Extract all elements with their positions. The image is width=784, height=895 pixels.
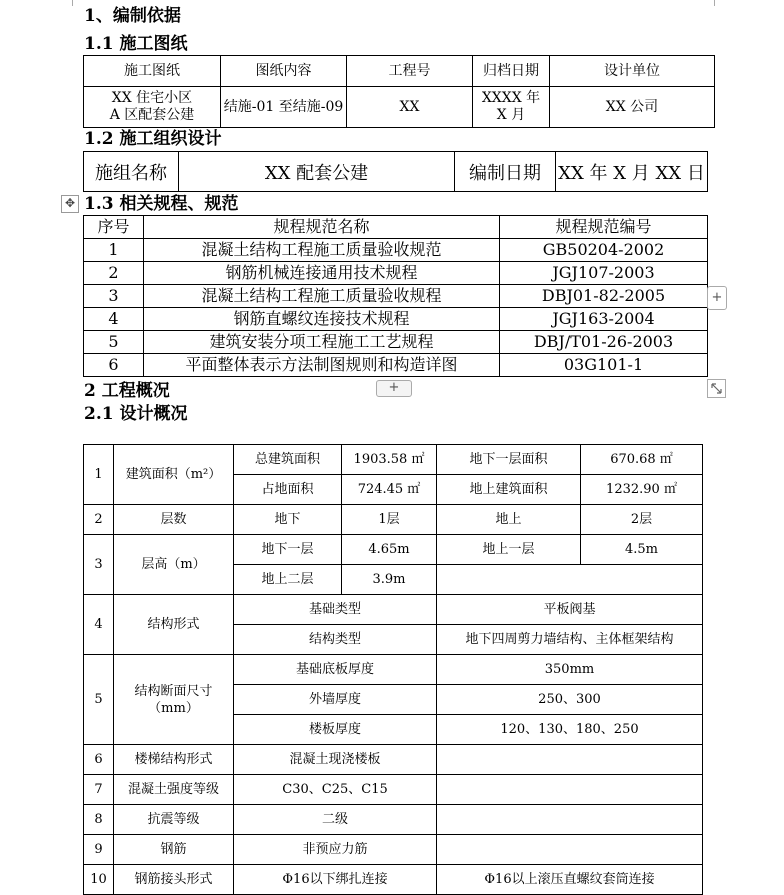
table-row <box>84 354 708 377</box>
page-corner-left <box>60 0 73 6</box>
table-cell: 2层 <box>581 505 703 535</box>
col-header: 工程号 <box>347 56 473 87</box>
table-cell: 混凝土结构工程施工质量验收规程 <box>144 285 500 308</box>
col-header: 施工图纸 <box>84 56 221 87</box>
table-cell: 地下一层面积 <box>437 445 581 475</box>
row-number: 10 <box>84 865 114 895</box>
empty-cell <box>437 565 703 595</box>
col-header: 设计单位 <box>550 56 715 87</box>
table-cell: 3 <box>84 285 144 308</box>
col-header: 图纸内容 <box>221 56 347 87</box>
table-cell: 1232.90 ㎡ <box>581 475 703 505</box>
table-cell: JGJ107-2003 <box>500 262 708 285</box>
table-cell: XX 住宅小区 A 区配套公建 <box>84 87 221 128</box>
table-cell: 724.45 ㎡ <box>342 475 437 505</box>
table-cell: 地上建筑面积 <box>437 475 581 505</box>
table-cell: 4 <box>84 308 144 331</box>
col-header: 序号 <box>84 216 144 239</box>
empty-cell <box>437 835 703 865</box>
table-cell: 钢筋机械连接通用技术规程 <box>144 262 500 285</box>
heading-drawings: 1.1 施工图纸 <box>84 34 188 54</box>
col-header: 规程规范编号 <box>500 216 708 239</box>
table-cell: DBJ01-82-2005 <box>500 285 708 308</box>
heading-overview: 2 工程概况 <box>84 381 170 401</box>
table-cell: 混凝土结构工程施工质量验收规范 <box>144 239 500 262</box>
table-cell: GB50204-2002 <box>500 239 708 262</box>
codes-table <box>83 215 708 377</box>
move-icon[interactable]: ✥ <box>61 195 79 213</box>
table-cell: 平面整体表示方法制图规则和构造详图 <box>144 354 500 377</box>
row-number: 3 <box>84 535 114 595</box>
row-label: 层数 <box>114 505 234 535</box>
table-cell: XX 公司 <box>550 87 715 128</box>
table-resize-handle[interactable] <box>707 379 726 398</box>
table-cell: 结施-01 至结施-09 <box>221 87 347 128</box>
table-cell: 地下一层 <box>234 535 342 565</box>
table-cell: 钢筋直螺纹连接技术规程 <box>144 308 500 331</box>
org-design-table <box>83 151 708 192</box>
row-label: 钢筋接头形式 <box>114 865 234 895</box>
table-cell: 基础类型 <box>234 595 437 625</box>
table-cell: 6 <box>84 354 144 377</box>
drawings-table <box>83 55 715 128</box>
empty-cell <box>437 775 703 805</box>
page-corner-right <box>714 0 727 6</box>
table-row <box>84 239 708 262</box>
row-label: 建筑面积（m²） <box>114 445 234 505</box>
heading-design-overview: 2.1 设计概况 <box>84 404 188 424</box>
table-cell: 1层 <box>342 505 437 535</box>
table-cell: 3.9m <box>342 565 437 595</box>
row-number: 2 <box>84 505 114 535</box>
row-number: 8 <box>84 805 114 835</box>
add-row-button[interactable]: + <box>376 380 412 397</box>
table-cell: JGJ163-2004 <box>500 308 708 331</box>
table-cell: 地上二层 <box>234 565 342 595</box>
row-label: 层高（m） <box>114 535 234 595</box>
table-cell: 地上 <box>437 505 581 535</box>
table-cell: 外墙厚度 <box>234 685 437 715</box>
table-cell: 4.65m <box>342 535 437 565</box>
org-date-value: XX 年 X 月 XX 日 <box>556 152 708 192</box>
resize-icon <box>708 380 725 397</box>
table-cell: DBJ/T01-26-2003 <box>500 331 708 354</box>
table-cell: 4.5m <box>581 535 703 565</box>
table-cell: 二级 <box>234 805 437 835</box>
table-cell: 基础底板厚度 <box>234 655 437 685</box>
table-cell: XXXX 年 X 月 <box>473 87 550 128</box>
table-cell: 350mm <box>437 655 703 685</box>
heading-org-design: 1.2 施工组织设计 <box>84 129 222 149</box>
table-cell: 地下四周剪力墙结构、主体框架结构 <box>437 625 703 655</box>
table-cell: 混凝土现浇楼板 <box>234 745 437 775</box>
heading-codes: 1.3 相关规程、规范 <box>84 194 239 214</box>
empty-cell <box>437 805 703 835</box>
table-cell: 结构类型 <box>234 625 437 655</box>
table-cell: 1 <box>84 239 144 262</box>
table-cell: 250、300 <box>437 685 703 715</box>
table-cell: 占地面积 <box>234 475 342 505</box>
col-header: 规程规范名称 <box>144 216 500 239</box>
row-label: 钢筋 <box>114 835 234 865</box>
row-number: 1 <box>84 445 114 505</box>
row-label: 结构形式 <box>114 595 234 655</box>
table-cell: 670.68 ㎡ <box>581 445 703 475</box>
table-cell: 1903.58 ㎡ <box>342 445 437 475</box>
col-header: 归档日期 <box>473 56 550 87</box>
table-cell: 120、130、180、250 <box>437 715 703 745</box>
row-label: 楼梯结构形式 <box>114 745 234 775</box>
add-column-button[interactable]: + <box>707 286 727 310</box>
table-cell: XX <box>347 87 473 128</box>
row-number: 9 <box>84 835 114 865</box>
table-row <box>84 262 708 285</box>
table-cell: 地上一层 <box>437 535 581 565</box>
table-cell: 5 <box>84 331 144 354</box>
empty-cell <box>437 745 703 775</box>
table-cell: 平板阀基 <box>437 595 703 625</box>
row-number: 6 <box>84 745 114 775</box>
table-row <box>84 285 708 308</box>
table-cell: 建筑安装分项工程施工工艺规程 <box>144 331 500 354</box>
table-cell: Φ16以下绑扎连接 <box>234 865 437 895</box>
table-cell: 总建筑面积 <box>234 445 342 475</box>
row-label: 结构断面尺寸 （mm） <box>114 655 234 745</box>
row-number: 5 <box>84 655 114 745</box>
table-cell: Φ16以上滚压直螺纹套筒连接 <box>437 865 703 895</box>
org-name-label: 施组名称 <box>84 152 179 192</box>
row-number: 7 <box>84 775 114 805</box>
table-row <box>84 331 708 354</box>
table-cell: 03G101-1 <box>500 354 708 377</box>
org-name-value: XX 配套公建 <box>179 152 455 192</box>
table-cell: 2 <box>84 262 144 285</box>
table-cell: 楼板厚度 <box>234 715 437 745</box>
table-cell: 地下 <box>234 505 342 535</box>
row-label: 抗震等级 <box>114 805 234 835</box>
row-label: 混凝土强度等级 <box>114 775 234 805</box>
row-number: 4 <box>84 595 114 655</box>
design-overview-table <box>83 444 703 895</box>
table-row <box>84 308 708 331</box>
org-date-label: 编制日期 <box>455 152 556 192</box>
table-cell: 非预应力筋 <box>234 835 437 865</box>
heading-basis: 1、编制依据 <box>84 6 181 26</box>
table-cell: C30、C25、C15 <box>234 775 437 805</box>
